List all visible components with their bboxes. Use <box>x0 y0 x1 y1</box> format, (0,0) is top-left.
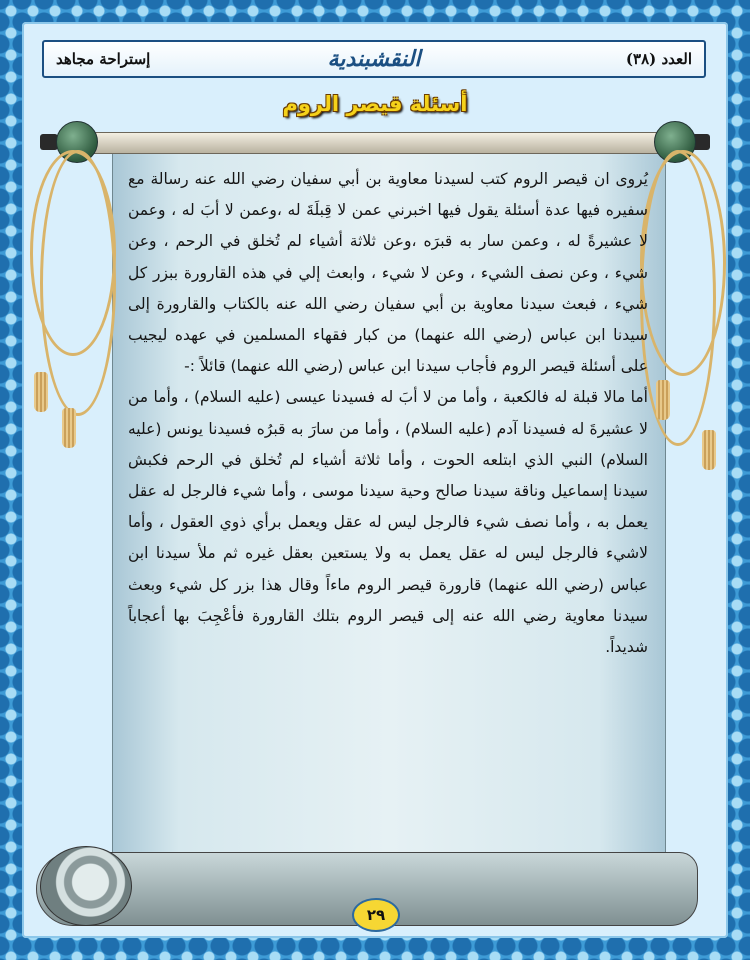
rope-left-loop-icon <box>40 150 116 416</box>
tassel-left-icon <box>34 372 48 412</box>
header-bar <box>42 40 706 78</box>
scroll-rod-top <box>60 132 692 154</box>
article-title: أسئلة قيصر الروم <box>282 92 468 116</box>
rope-right-loop-icon <box>640 150 716 446</box>
tassel-right-2-icon <box>702 430 716 470</box>
paragraph-question: يُروى ان قيصر الروم كتب لسيدنا معاوية بن أبي سفيان رضي الله عنه رسالة مع سفيره فيها عدة أسئلة يقول فيها اخبرني عمن لا قِبلَةَ له ،وعمن لا أبَ له ، وعمن لا عشيرةً له ، وعمن سار به قبرَه ،وعن ثلاثة أشياء لم تُخلق في الرحم ، وعن شيء ، وعن نصف الشيء ، وعن لا شيء ، وابعث إلي في هذه القارورة ببزر كل شيء ، فبعث سيدنا معاوية بن أبي سفيان رضي الله عنه بالكتاب والقارورة إلى سيدنا ابن عباس (رضي الله عنهما) من كبار فقهاء المسلمين في عهده ليجيب على أسئلة قيصر الروم فأجاب سيدنا ابن عباس (رضي الله عنهما) قائلاً :- <box>128 170 648 376</box>
issue-number: العدد (٣٨) <box>625 50 692 68</box>
page-number: ٢٩ <box>352 898 400 932</box>
tassel-right-icon <box>656 380 670 420</box>
magazine-logo: النقشبندية <box>327 46 421 72</box>
paragraph-answer: أما مالا قبلة له فالكعبة ، وأما من لا أبَ له فسيدنا عيسى (عليه السلام) ، وأما من لا عشيرةَ له فسيدنا آدم (عليه السلام) ، وأما من سارَ به قبرُه فسيدنا يونس (عليه السلام) النبي الذي ابتلعه الحوت ، وأما ثلاثة أشياء لم تُخلق في الرحم فكبش سيدنا إسماعيل وناقة سيدنا صالح وحية سيدنا موسى ، وأما شيء فالرجل له عقل يعمل به ، وأما نصف شيء فالرجل ليس له عقل ويعمل برأي ذوي العقول ، وأما لاشيء فالرجل ليس له عقل يعمل به ولا يستعين بعقل غيره ثم ملأ سيدنا ابن عباس (رضي الله عنهما) قارورة قيصر الروم ماءاً وقال هذا بزر كل شيء وبعث سيدنا معاوية رضي الله عنه إلى قيصر الروم بتلك القارورة فأعْجِبَ بها أعجاباً شديداً. <box>128 388 648 657</box>
tassel-left-2-icon <box>62 408 76 448</box>
scroll-curl-icon <box>40 846 132 926</box>
section-label: إستراحة مجاهد <box>56 50 151 68</box>
article-body <box>128 164 648 663</box>
